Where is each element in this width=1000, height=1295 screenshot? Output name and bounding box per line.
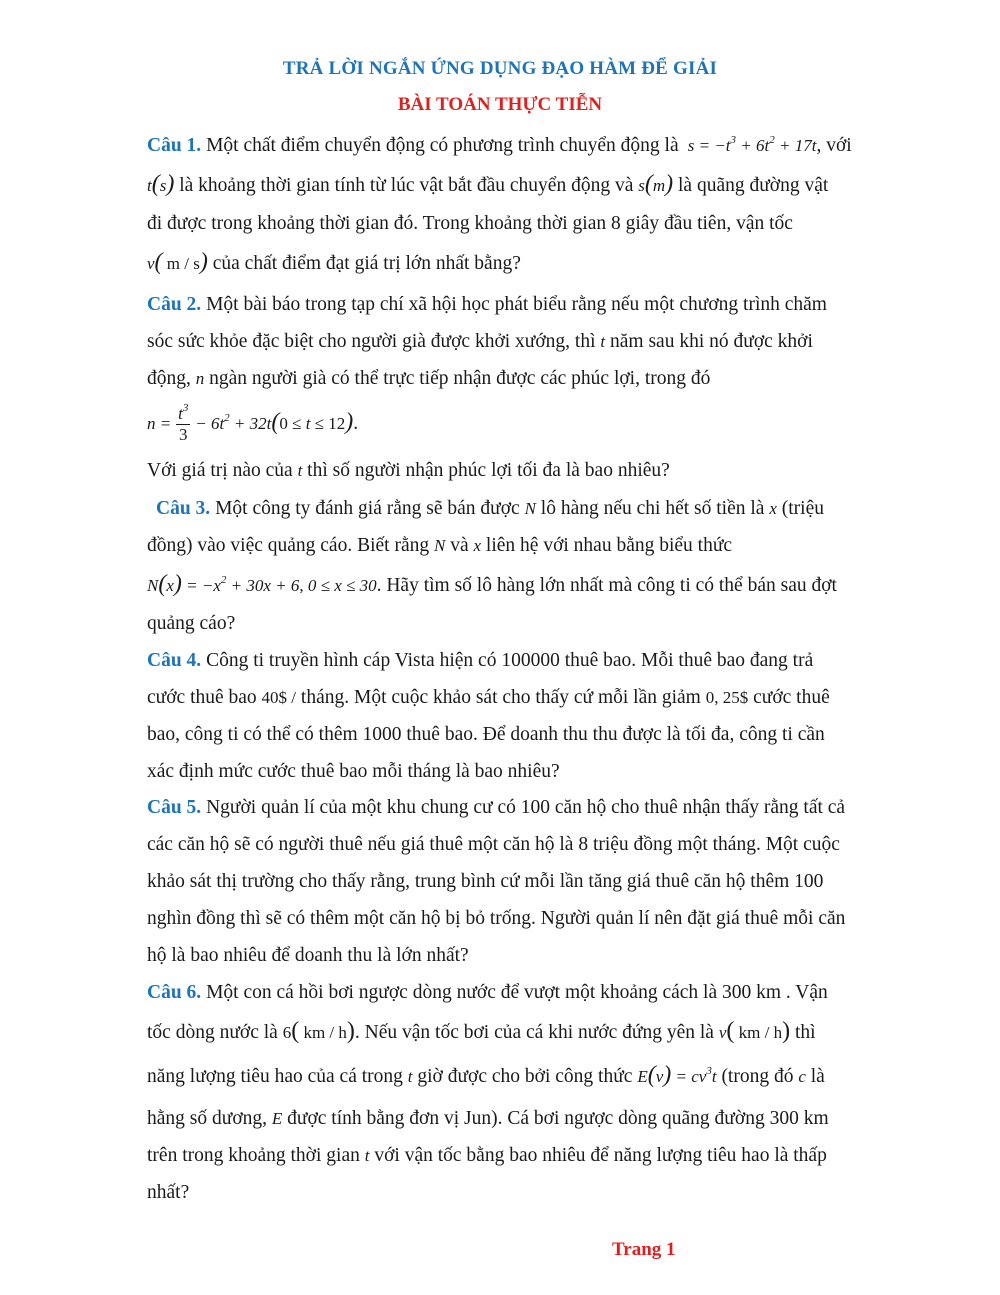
math-formula: $s = -t^3 + 6t^2 + 17t$ (683, 134, 817, 155)
question-5-line-4: nghìn đồng thì sẽ có thêm một căn hộ bị bỏ trống. Người quản lí nên đặt giá thuê mỗi căn (147, 908, 846, 929)
question-5-line-2: các căn hộ sẽ có người thuê nếu giá thuê một căn hộ là 8 triệu đồng một tháng. Một cuộc (147, 834, 840, 855)
question-3 (147, 497, 915, 636)
question-2-line-1: Câu 2. Một bài báo trong tạp chí xã hội học phát biểu rằng nếu một chương trình chăm (147, 294, 827, 315)
question-label: Câu 4. (147, 650, 202, 671)
question-6-line-1: Câu 6. Một con cá hồi bơi ngược dòng nước để vượt một khoảng cách là 300 km . Vận (147, 982, 828, 1003)
math-formula: s(m) (638, 171, 674, 197)
question-3-line-3: $N(x) = -x^2 + 30x + 6$, 0 ≤ x ≤ 30. Hãy tìm số lô hàng lớn nhất mà công ti có thể bán sau đợt (147, 571, 837, 597)
question-4-line-4: xác định mức cước thuê bao mỗi tháng là bao nhiêu? (147, 761, 560, 782)
question-label: Câu 1. (147, 135, 202, 156)
question-6-line-3: năng lượng tiêu hao của cá trong t giờ được cho bởi công thức $E(v) = cv^3t$ (trong đó c là (147, 1062, 825, 1088)
question-1-line-1: Câu 1. Một chất điểm chuyển động có phương trình chuyển động là $s = -t^3 + 6t^2 + 17t$, với (147, 134, 852, 156)
question-1 (147, 134, 915, 276)
question-4-line-3: bao, công ti có thể có thêm 1000 thuê bao. Để doanh thu thu được là tối đa, công ti cần (147, 724, 825, 745)
question-2-line-2: sóc sức khỏe đặc biệt cho người già được khởi xướng, thì t năm sau khi nó được khởi (147, 331, 813, 352)
question-5 (147, 796, 915, 968)
question-6-line-6: nhất? (147, 1182, 190, 1203)
question-4 (147, 649, 915, 784)
question-3-line-1: Câu 3. Một công ty đánh giá rằng sẽ bán được N lô hàng nếu chi hết số tiền là x (triệu (156, 498, 824, 519)
question-2 (147, 293, 915, 483)
document-body (147, 128, 915, 1205)
question-3-line-2: đồng) vào việc quảng cáo. Biết rằng N và x liên hệ với nhau bằng biểu thức (147, 535, 733, 556)
question-2-line-5: Với giá trị nào của t thì số người nhận phúc lợi tối đa là bao nhiêu? (147, 460, 670, 481)
question-label: Câu 6. (147, 982, 202, 1003)
question-6-line-4: hằng số dương, E được tính bằng đơn vị Jun). Cá bơi ngược dòng quãng đường 300 km (147, 1108, 829, 1129)
math-formula: t(s) (147, 171, 175, 197)
math-formula: $N(x) = -x^2 + 30x + 6$, 0 ≤ x ≤ 30 (147, 571, 377, 597)
question-1-line-3: đi được trong khoảng thời gian đó. Trong khoảng thời gian 8 giây đầu tiên, vận tốc (147, 213, 793, 234)
question-label: Câu 2. (147, 294, 202, 315)
math-formula: v( m / s) (147, 249, 208, 275)
question-label: Câu 5. (147, 797, 202, 818)
question-4-line-1: Câu 4. Công ti truyền hình cáp Vista hiện có 100000 thuê bao. Mỗi thuê bao đang trả (147, 650, 814, 671)
page-number: Trang 1 (612, 1239, 676, 1260)
question-2-formula: n = $\frac{t^3}{3}$ − $6t^2 + 32t(0 \le t \le 12)$. (147, 402, 359, 445)
question-5-line-3: khảo sát thị trường cho thấy rằng, trung bình cứ mỗi lần tăng giá thuê căn hộ thêm 100 (147, 871, 824, 892)
question-6-line-2: tốc dòng nước là 6( km / h). Nếu vận tốc bơi của cá khi nước đứng yên là v( km / h) thì (147, 1018, 816, 1044)
document-title: TRẢ LỜI NGẮN ỨNG DỤNG ĐẠO HÀM ĐỂ GIẢI (282, 58, 718, 79)
question-5-line-5: hộ là bao nhiêu để doanh thu là lớn nhất? (147, 945, 469, 966)
question-3-line-4: quảng cáo? (147, 613, 236, 634)
question-5-line-1: Câu 5. Người quản lí của một khu chung cư có 100 căn hộ cho thuê nhận thấy rằng tất cả (147, 797, 846, 818)
math-formula: $E(v) = cv^3t$ (637, 1062, 717, 1088)
question-text: Một chất điểm chuyển động có phương trình chuyển động là (206, 135, 679, 156)
question-4-line-2: cước thuê bao 40$ / tháng. Một cuộc khảo sát cho thấy cứ mỗi lần giảm 0, 25$ cước thuê (147, 687, 830, 708)
question-1-line-2: t(s) là khoảng thời gian tính từ lúc vật bắt đầu chuyển động và s(m) là quãng đường vật (147, 171, 829, 197)
question-6 (147, 981, 915, 1205)
question-1-line-4: v( m / s) của chất điểm đạt giá trị lớn nhất bằng? (147, 249, 521, 275)
document-subtitle: BÀI TOÁN THỰC TIỄN (397, 94, 603, 115)
question-6-line-5: trên trong khoảng thời gian t với vận tốc bằng bao nhiêu để năng lượng tiêu hao là thấp (147, 1145, 827, 1166)
question-label: Câu 3. (156, 498, 211, 519)
question-2-line-3: động, n ngàn người già có thể trực tiếp nhận được các phúc lợi, trong đó (147, 368, 711, 389)
